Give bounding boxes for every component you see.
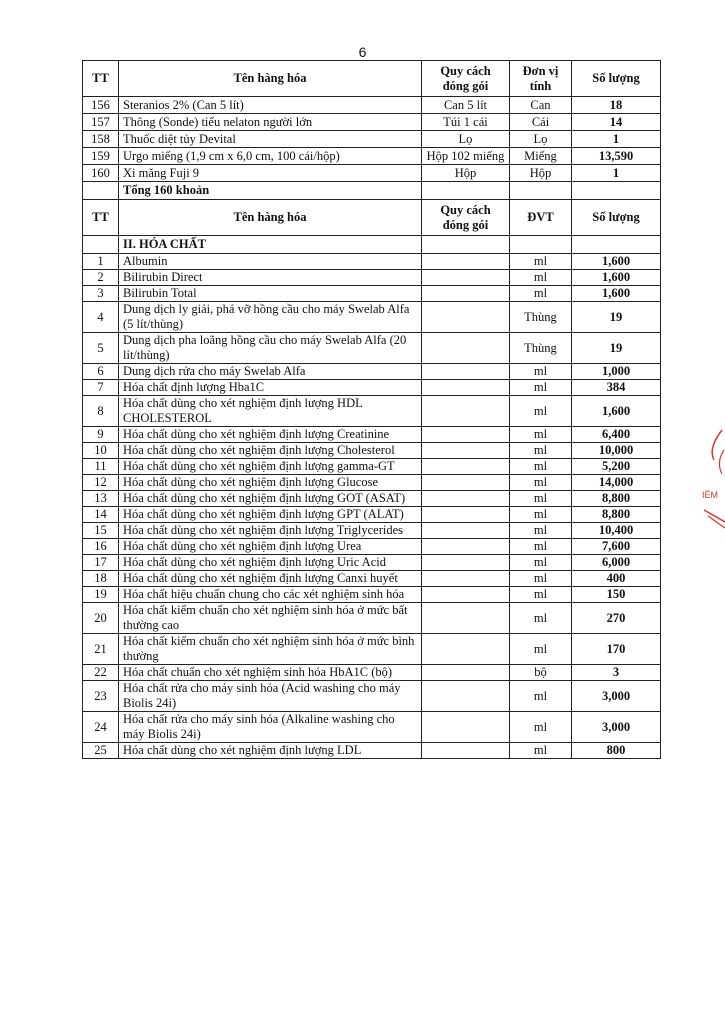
cell-unit: Thùng <box>510 302 572 333</box>
cell-qty: 3,000 <box>572 681 661 712</box>
cell-pack <box>422 475 510 491</box>
table-row <box>83 587 661 603</box>
cell-qty: 1 <box>572 131 661 148</box>
cell-name: Hóa chất dùng cho xét nghiệm định lượng Glucose <box>119 475 422 491</box>
table-row <box>83 712 661 743</box>
cell-name: Albumin <box>119 254 422 270</box>
cell-pack <box>422 380 510 396</box>
col2-header-tt: TT <box>83 200 119 236</box>
cell-qty: 8,800 <box>572 507 661 523</box>
cell-unit: Lọ <box>510 131 572 148</box>
cell-tt: 9 <box>83 427 119 443</box>
cell-qty: 5,200 <box>572 459 661 475</box>
cell-unit: Thùng <box>510 333 572 364</box>
cell-unit: ml <box>510 571 572 587</box>
cell-pack: Can 5 lít <box>422 97 510 114</box>
cell-tt: 23 <box>83 681 119 712</box>
cell-name: Hóa chất dùng cho xét nghiệm định lượng Creatinine <box>119 427 422 443</box>
cell-unit: ml <box>510 475 572 491</box>
cell-qty: 1,600 <box>572 396 661 427</box>
table-row <box>83 491 661 507</box>
cell-qty: 1,000 <box>572 364 661 380</box>
cell-pack <box>422 396 510 427</box>
cell-name: Thuốc diệt tủy Devital <box>119 131 422 148</box>
cell-unit: ml <box>510 443 572 459</box>
cell-name: Hóa chất rửa cho máy sinh hóa (Acid washing cho máy Biolis 24i) <box>119 681 422 712</box>
cell-name: Dung dịch rửa cho máy Swelab Alfa <box>119 364 422 380</box>
total-label: Tổng 160 khoản <box>119 182 422 200</box>
col2-header-name: Tên hàng hóa <box>119 200 422 236</box>
table-row <box>83 571 661 587</box>
cell-name: Hóa chất kiểm chuẩn cho xét nghiệm sinh hóa ở mức bình thường <box>119 634 422 665</box>
cell-qty: 7,600 <box>572 539 661 555</box>
cell-unit: ml <box>510 364 572 380</box>
cell-qty: 19 <box>572 333 661 364</box>
cell-qty: 150 <box>572 587 661 603</box>
cell-unit: ml <box>510 523 572 539</box>
table-row <box>83 743 661 759</box>
cell-pack <box>422 364 510 380</box>
cell-pack: Lọ <box>422 131 510 148</box>
cell-unit: ml <box>510 634 572 665</box>
table-row <box>83 302 661 333</box>
table-row <box>83 539 661 555</box>
section-title: II. HÓA CHẤT <box>119 236 422 254</box>
cell-qty: 1,600 <box>572 254 661 270</box>
cell-unit: ml <box>510 587 572 603</box>
table-row <box>83 555 661 571</box>
stamp-text: IÊM <box>702 490 719 500</box>
cell-pack <box>422 587 510 603</box>
col2-header-qty: Số lượng <box>572 200 661 236</box>
cell-pack: Hộp 102 miếng <box>422 148 510 165</box>
table-row <box>83 364 661 380</box>
cell-name: Hóa chất dùng cho xét nghiệm định lượng Triglycerides <box>119 523 422 539</box>
cell-name: Thông (Sonde) tiểu nelaton người lớn <box>119 114 422 131</box>
cell-tt: 5 <box>83 333 119 364</box>
cell-name: Hóa chất dùng cho xét nghiệm định lượng Cholesterol <box>119 443 422 459</box>
cell-pack: Túi 1 cái <box>422 114 510 131</box>
cell-unit: Hộp <box>510 165 572 182</box>
cell-unit: ml <box>510 459 572 475</box>
cell-tt: 14 <box>83 507 119 523</box>
cell-unit: ml <box>510 603 572 634</box>
table-row <box>83 97 661 114</box>
cell-tt: 17 <box>83 555 119 571</box>
cell-unit: ml <box>510 681 572 712</box>
cell-qty: 384 <box>572 380 661 396</box>
cell-unit: ml <box>510 539 572 555</box>
cell-name: Xi măng Fuji 9 <box>119 165 422 182</box>
cell-qty: 10,000 <box>572 443 661 459</box>
cell-qty: 6,000 <box>572 555 661 571</box>
cell-qty: 6,400 <box>572 427 661 443</box>
cell-pack <box>422 443 510 459</box>
cell-unit: bộ <box>510 665 572 681</box>
cell-qty: 10,400 <box>572 523 661 539</box>
cell-pack <box>422 427 510 443</box>
cell-qty: 14 <box>572 114 661 131</box>
cell-name: Hóa chất kiểm chuẩn cho xét nghiệm sinh hóa ở mức bất thường cao <box>119 603 422 634</box>
cell-name: Hóa chất rửa cho máy sinh hóa (Alkaline washing cho máy Biolis 24i) <box>119 712 422 743</box>
cell-tt: 25 <box>83 743 119 759</box>
col-header-qty: Số lượng <box>572 61 661 97</box>
cell-qty: 400 <box>572 571 661 587</box>
cell-pack <box>422 665 510 681</box>
cell-tt: 15 <box>83 523 119 539</box>
total-row <box>83 182 661 200</box>
table-row <box>83 427 661 443</box>
cell-tt: 20 <box>83 603 119 634</box>
col-header-tt: TT <box>83 61 119 97</box>
table-row <box>83 681 661 712</box>
cell-qty: 1,600 <box>572 270 661 286</box>
cell-tt: 158 <box>83 131 119 148</box>
cell-tt: 4 <box>83 302 119 333</box>
cell-name: Bilirubin Direct <box>119 270 422 286</box>
cell-name: Hóa chất dùng cho xét nghiệm định lượng gamma-GT <box>119 459 422 475</box>
table-row <box>83 665 661 681</box>
cell-tt: 24 <box>83 712 119 743</box>
col2-header-pack: Quy cách đóng gói <box>422 200 510 236</box>
cell-tt: 159 <box>83 148 119 165</box>
table-body-part1 <box>83 97 661 182</box>
cell-pack <box>422 571 510 587</box>
header-row-2 <box>83 200 661 236</box>
cell-unit: ml <box>510 712 572 743</box>
cell-name: Hóa chất định lượng Hba1C <box>119 380 422 396</box>
cell-unit: Cái <box>510 114 572 131</box>
cell-name: Steranios 2% (Can 5 lít) <box>119 97 422 114</box>
cell-pack <box>422 333 510 364</box>
cell-pack <box>422 539 510 555</box>
cell-name: Hóa chất dùng cho xét nghiệm định lượng GOT (ASAT) <box>119 491 422 507</box>
cell-unit: Miếng <box>510 148 572 165</box>
cell-tt: 6 <box>83 364 119 380</box>
cell-pack <box>422 286 510 302</box>
cell-name: Hóa chất dùng cho xét nghiệm định lượng HDL CHOLESTEROL <box>119 396 422 427</box>
section-row <box>83 236 661 254</box>
cell-qty: 1,600 <box>572 286 661 302</box>
cell-qty: 3 <box>572 665 661 681</box>
table-row <box>83 459 661 475</box>
cell-unit: Can <box>510 97 572 114</box>
table-row <box>83 396 661 427</box>
table-body-part2 <box>83 254 661 759</box>
table-row <box>83 270 661 286</box>
cell-tt: 1 <box>83 254 119 270</box>
cell-tt: 157 <box>83 114 119 131</box>
table-row <box>83 443 661 459</box>
cell-qty: 8,800 <box>572 491 661 507</box>
cell-qty: 14,000 <box>572 475 661 491</box>
cell-pack <box>422 634 510 665</box>
cell-unit: ml <box>510 427 572 443</box>
table-row <box>83 148 661 165</box>
cell-tt: 8 <box>83 396 119 427</box>
cell-tt: 2 <box>83 270 119 286</box>
cell-qty: 270 <box>572 603 661 634</box>
cell-pack <box>422 254 510 270</box>
cell-qty: 1 <box>572 165 661 182</box>
table-row <box>83 131 661 148</box>
cell-qty: 170 <box>572 634 661 665</box>
cell-name: Dung dịch ly giải, phá vỡ hồng cầu cho máy Swelab Alfa (5 lít/thùng) <box>119 302 422 333</box>
table-row <box>83 523 661 539</box>
cell-unit: ml <box>510 254 572 270</box>
cell-name: Hóa chất dùng cho xét nghiệm định lượng LDL <box>119 743 422 759</box>
cell-unit: ml <box>510 491 572 507</box>
table-row <box>83 380 661 396</box>
cell-pack <box>422 712 510 743</box>
cell-pack <box>422 523 510 539</box>
cell-name: Hóa chất hiệu chuẩn chung cho các xét nghiệm sinh hóa <box>119 587 422 603</box>
table-row <box>83 634 661 665</box>
table-row <box>83 333 661 364</box>
cell-name: Hóa chất dùng cho xét nghiệm định lượng GPT (ALAT) <box>119 507 422 523</box>
cell-pack <box>422 681 510 712</box>
cell-qty: 18 <box>572 97 661 114</box>
cell-tt: 3 <box>83 286 119 302</box>
cell-name: Hóa chất dùng cho xét nghiệm định lượng Canxi huyết <box>119 571 422 587</box>
cell-tt: 11 <box>83 459 119 475</box>
cell-tt: 10 <box>83 443 119 459</box>
table-row <box>83 254 661 270</box>
cell-pack <box>422 270 510 286</box>
table-row <box>83 475 661 491</box>
table-row <box>83 507 661 523</box>
cell-tt: 156 <box>83 97 119 114</box>
cell-unit: ml <box>510 286 572 302</box>
cell-unit: ml <box>510 380 572 396</box>
cell-unit: ml <box>510 507 572 523</box>
col-header-pack: Quy cách đóng gói <box>422 61 510 97</box>
cell-tt: 22 <box>83 665 119 681</box>
cell-name: Hóa chất dùng cho xét nghiệm định lượng Uric Acid <box>119 555 422 571</box>
cell-tt: 19 <box>83 587 119 603</box>
cell-name: Hóa chất chuẩn cho xét nghiệm sinh hóa HbA1C (bộ) <box>119 665 422 681</box>
col-header-unit: Đơn vị tính <box>510 61 572 97</box>
cell-name: Hóa chất dùng cho xét nghiệm định lượng Urea <box>119 539 422 555</box>
col-header-name: Tên hàng hóa <box>119 61 422 97</box>
cell-qty: 800 <box>572 743 661 759</box>
cell-unit: ml <box>510 396 572 427</box>
red-stamp-fragment <box>700 430 725 530</box>
cell-pack <box>422 491 510 507</box>
cell-name: Urgo miếng (1,9 cm x 6,0 cm, 100 cái/hộp) <box>119 148 422 165</box>
cell-tt: 13 <box>83 491 119 507</box>
cell-pack: Hộp <box>422 165 510 182</box>
cell-pack <box>422 555 510 571</box>
cell-unit: ml <box>510 743 572 759</box>
cell-tt: 7 <box>83 380 119 396</box>
cell-name: Bilirubin Total <box>119 286 422 302</box>
table-row <box>83 165 661 182</box>
cell-name: Dung dịch pha loãng hồng cầu cho máy Swelab Alfa (20 lít/thùng) <box>119 333 422 364</box>
cell-tt: 18 <box>83 571 119 587</box>
cell-unit: ml <box>510 555 572 571</box>
cell-tt: 160 <box>83 165 119 182</box>
table-row <box>83 114 661 131</box>
table-row <box>83 286 661 302</box>
cell-pack <box>422 507 510 523</box>
cell-pack <box>422 743 510 759</box>
cell-pack <box>422 302 510 333</box>
table-row <box>83 603 661 634</box>
goods-table <box>82 60 661 759</box>
header-row-1 <box>83 61 661 97</box>
cell-qty: 13,590 <box>572 148 661 165</box>
cell-qty: 19 <box>572 302 661 333</box>
page-number: 6 <box>358 44 367 60</box>
cell-qty: 3,000 <box>572 712 661 743</box>
col2-header-unit: ĐVT <box>510 200 572 236</box>
cell-tt: 12 <box>83 475 119 491</box>
cell-tt: 16 <box>83 539 119 555</box>
cell-tt: 21 <box>83 634 119 665</box>
cell-pack <box>422 603 510 634</box>
cell-pack <box>422 459 510 475</box>
cell-unit: ml <box>510 270 572 286</box>
